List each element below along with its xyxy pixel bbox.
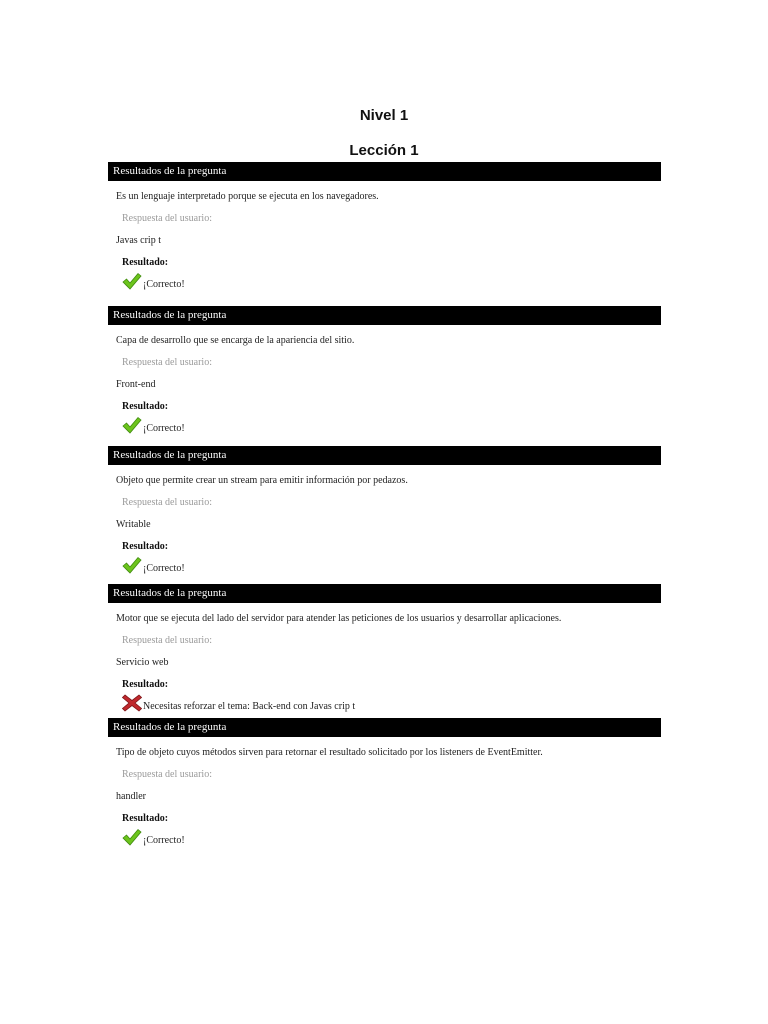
result-text: ¡Correcto! <box>143 279 185 290</box>
section-header-bar: Resultados de la pregunta <box>108 162 661 181</box>
user-response-label: Respuesta del usuario: <box>122 769 212 780</box>
user-response-label: Respuesta del usuario: <box>122 497 212 508</box>
cross-icon <box>122 694 142 712</box>
question-text: Motor que se ejecuta del lado del servidor para atender las peticiones de los usuarios y desarrollar aplicaciones. <box>116 613 562 624</box>
level-title: Nivel 1 <box>359 107 409 124</box>
section-header-bar: Resultados de la pregunta <box>108 446 661 465</box>
result-label: Resultado: <box>122 813 169 824</box>
section-header-bar: Resultados de la pregunta <box>108 306 661 325</box>
user-response-label: Respuesta del usuario: <box>122 357 212 368</box>
result-text: ¡Correcto! <box>143 835 185 846</box>
result-label: Resultado: <box>122 541 169 552</box>
question-result-block <box>108 162 661 290</box>
question-text: Es un lenguaje interpretado porque se ejecuta en los navegadores. <box>116 191 379 202</box>
question-text: Objeto que permite crear un stream para emitir información por pedazos. <box>116 475 408 486</box>
check-icon <box>122 416 142 434</box>
check-icon <box>122 828 142 846</box>
result-text: ¡Correcto! <box>143 423 185 434</box>
user-answer: Writable <box>116 519 151 530</box>
user-answer: Front-end <box>116 379 156 390</box>
user-response-label: Respuesta del usuario: <box>122 635 212 646</box>
check-icon <box>122 556 142 574</box>
result-text: Necesitas reforzar el tema: Back-end con Javas crip t <box>143 701 356 712</box>
result-label: Resultado: <box>122 257 169 268</box>
check-icon <box>122 272 142 290</box>
user-answer: Servicio web <box>116 657 169 668</box>
lesson-title: Lección 1 <box>349 142 419 159</box>
question-result-block <box>108 446 661 574</box>
question-text: Capa de desarrollo que se encarga de la apariencia del sitio. <box>116 335 355 346</box>
question-result-block <box>108 718 661 846</box>
user-answer: handler <box>116 791 146 802</box>
section-header-bar: Resultados de la pregunta <box>108 718 661 737</box>
section-header-bar: Resultados de la pregunta <box>108 584 661 603</box>
user-answer: Javas crip t <box>116 235 161 246</box>
user-response-label: Respuesta del usuario: <box>122 213 212 224</box>
result-label: Resultado: <box>122 401 169 412</box>
question-text: Tipo de objeto cuyos métodos sirven para retornar el resultado solicitado por los listeners de EventEmitter. <box>116 747 543 758</box>
question-result-block <box>108 584 661 712</box>
result-label: Resultado: <box>122 679 169 690</box>
result-text: ¡Correcto! <box>143 563 185 574</box>
question-result-block <box>108 306 661 434</box>
